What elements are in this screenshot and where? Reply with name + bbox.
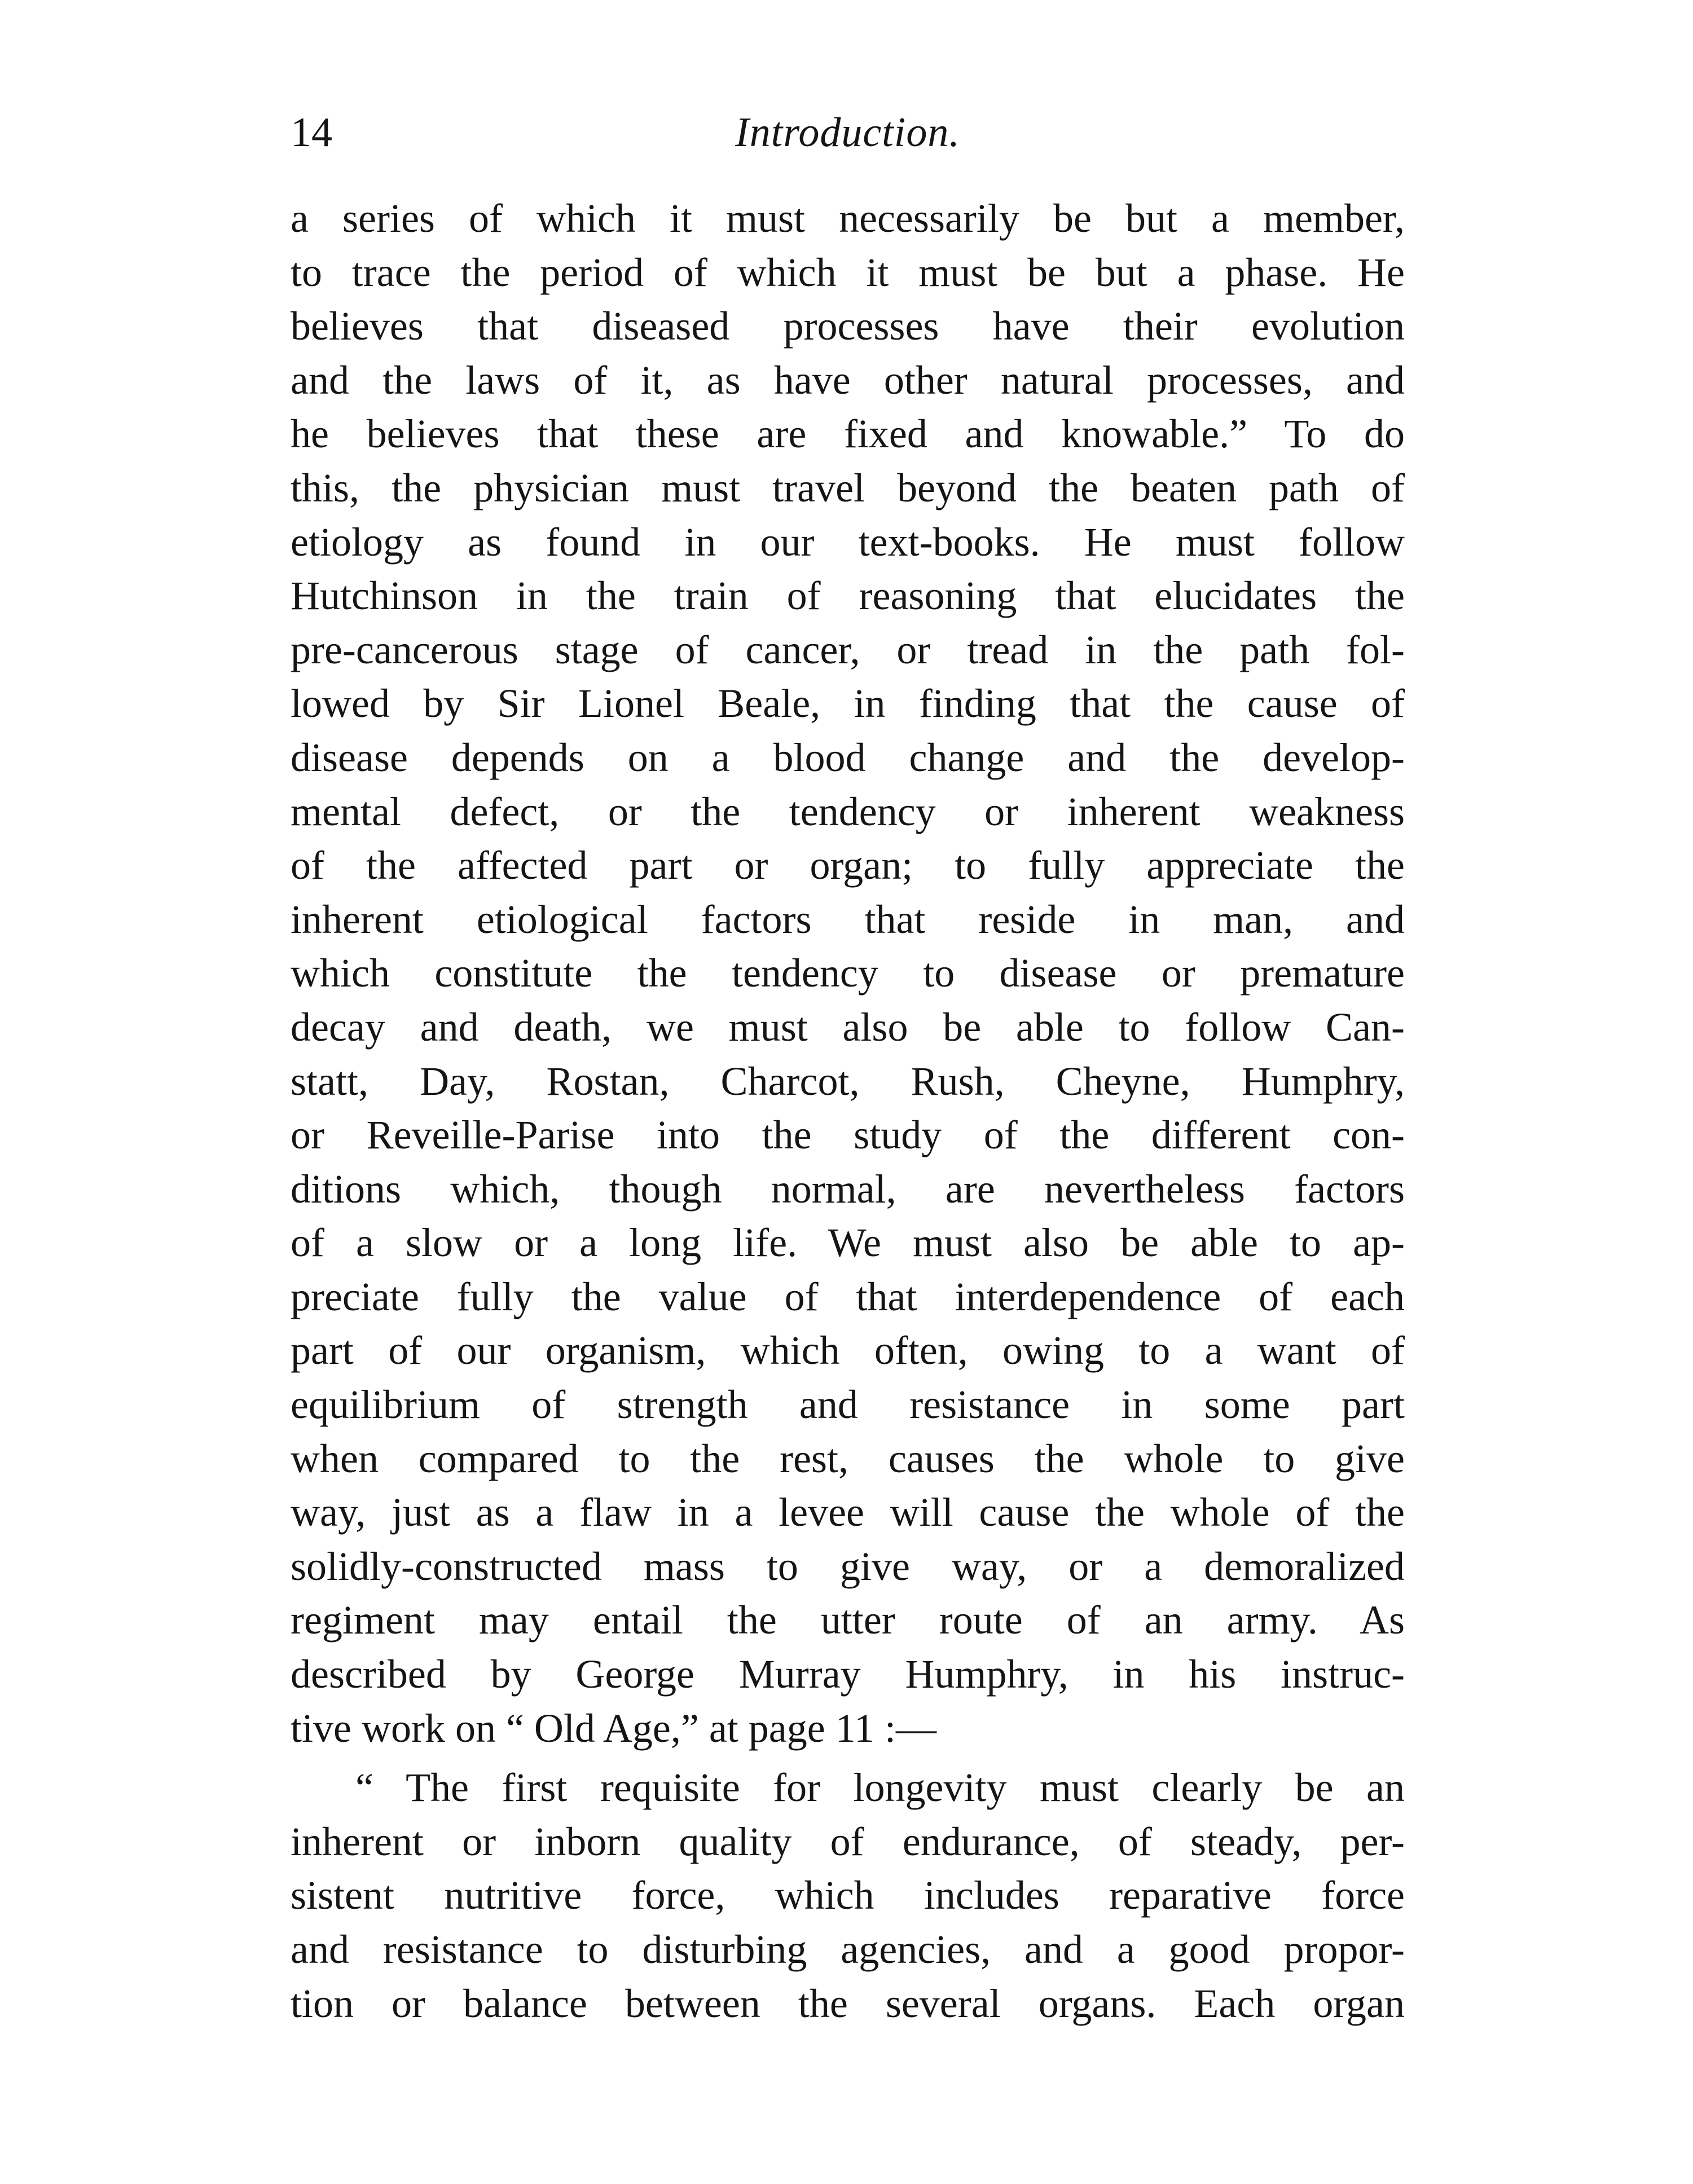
paragraph-spacer bbox=[291, 1755, 1405, 1761]
body-text bbox=[291, 192, 1405, 2031]
text-line: or Reveille-Parise into the study of the different con- bbox=[291, 1112, 1405, 1158]
text-line: a series of which it must necessarily be but a member, bbox=[291, 196, 1405, 241]
quotation-paragraph bbox=[291, 1761, 1405, 2031]
text-line: he believes that these are fixed and knowable.” To do bbox=[291, 411, 1405, 457]
text-line: of the affected part or organ; to fully appreciate the bbox=[291, 843, 1405, 888]
text-line: regiment may entail the utter route of an army. As bbox=[291, 1597, 1405, 1643]
text-line: inherent or inborn quality of endurance, of steady, per- bbox=[291, 1818, 1405, 1864]
text-line: lowed by Sir Lionel Beale, in finding that the cause of bbox=[291, 681, 1405, 726]
text-line: mental defect, or the tendency or inherent weakness bbox=[291, 789, 1405, 834]
text-line: believes that diseased processes have their evolution bbox=[291, 303, 1405, 349]
text-line: to trace the period of which it must be but a phase. He bbox=[291, 249, 1405, 295]
text-line: tion or balance between the several organs. Each organ bbox=[291, 1980, 1405, 2026]
text-line: this, the physician must travel beyond the beaten path of bbox=[291, 465, 1405, 510]
text-line: “ The first requisite for longevity must clearly be an bbox=[355, 1765, 1405, 1811]
text-line: preciate fully the value of that interdependence of each bbox=[291, 1274, 1405, 1319]
text-line: disease depends on a blood change and the develop- bbox=[291, 734, 1405, 780]
text-line: part of our organism, which often, owing to a want of bbox=[291, 1328, 1405, 1373]
text-line: statt, Day, Rostan, Charcot, Rush, Cheyne, Humphry, bbox=[291, 1058, 1405, 1104]
text-line: inherent etiological factors that reside in man, and bbox=[291, 896, 1405, 942]
text-line: etiology as found in our text-books. He must follow bbox=[291, 519, 1405, 565]
text-line: pre-cancerous stage of cancer, or tread in the path fol- bbox=[291, 627, 1405, 672]
text-line: way, just as a flaw in a levee will cause the whole of the bbox=[291, 1490, 1405, 1535]
text-line: when compared to the rest, causes the whole to give bbox=[291, 1436, 1405, 1481]
text-line: described by George Murray Humphry, in his instruc- bbox=[291, 1652, 1405, 1697]
text-line: tive work on “ Old Age,” at page 11 :— bbox=[291, 1705, 937, 1751]
text-line: equilibrium of strength and resistance in some part bbox=[291, 1382, 1405, 1428]
text-line: which constitute the tendency to disease or premature bbox=[291, 950, 1405, 996]
text-line: of a slow or a long life. We must also be able to ap- bbox=[291, 1220, 1405, 1266]
page-header bbox=[291, 102, 1405, 164]
text-line: sistent nutritive force, which includes reparative force bbox=[291, 1873, 1405, 1918]
text-line: Hutchinson in the train of reasoning that elucidates the bbox=[291, 573, 1405, 619]
text-line: and resistance to disturbing agencies, and a good propor- bbox=[291, 1927, 1405, 1972]
paragraph bbox=[291, 192, 1405, 1755]
text-line: ditions which, though normal, are nevertheless factors bbox=[291, 1166, 1405, 1212]
text-line: decay and death, we must also be able to follow Can- bbox=[291, 1004, 1405, 1050]
running-title: Introduction. bbox=[735, 109, 960, 156]
text-line: solidly-constructed mass to give way, or a demoralized bbox=[291, 1543, 1405, 1589]
page-number: 14 bbox=[291, 109, 332, 156]
text-line: and the laws of it, as have other natural processes, and bbox=[291, 357, 1405, 403]
